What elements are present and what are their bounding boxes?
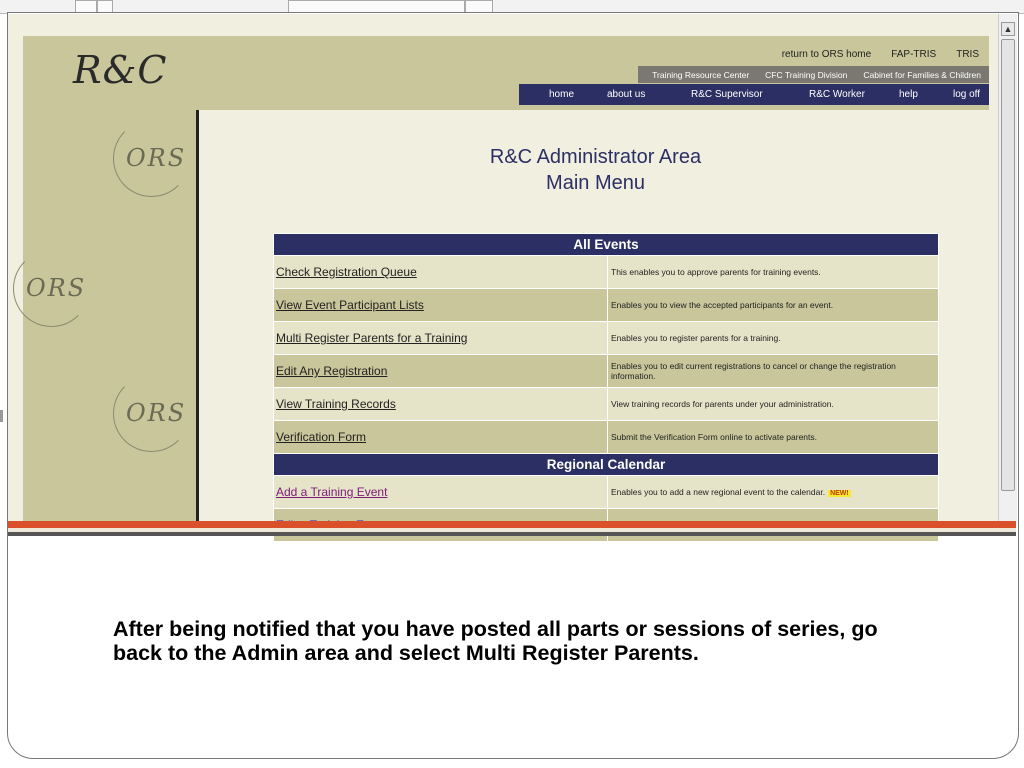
section-header-all-events: All Events [274, 234, 939, 256]
ors-watermark: ORS [126, 144, 187, 172]
link-view-event-participant-lists[interactable]: View Event Participant Lists [276, 298, 424, 312]
main-content [196, 110, 992, 521]
ors-watermark: ORS [26, 274, 87, 302]
table-row [274, 388, 939, 421]
link-cabinet-families[interactable]: Cabinet for Families & Children [863, 70, 981, 80]
nav-home[interactable]: home [549, 89, 575, 100]
row-description: Enables you to edit current registrations to cancel or change the registration information. [608, 355, 939, 388]
divider-line [8, 532, 1016, 536]
table-row [274, 289, 939, 322]
row-description: Enables you to register parents for a training. [608, 322, 939, 355]
link-multi-register-parents[interactable]: Multi Register Parents for a Training [276, 331, 468, 345]
row-description: View training records for parents under your administration. [608, 388, 939, 421]
table-row [274, 355, 939, 388]
top-links [772, 45, 989, 63]
link-tris[interactable]: TRIS [956, 49, 979, 60]
link-check-registration-queue[interactable]: Check Registration Queue [276, 265, 417, 279]
sub-links [638, 66, 989, 83]
slide-divider [8, 521, 1016, 536]
link-training-resource-center[interactable]: Training Resource Center [652, 70, 750, 80]
window-edge-marker [0, 410, 3, 422]
scroll-up-arrow[interactable]: ▲ [1001, 22, 1015, 36]
nav-rc-worker[interactable]: R&C Worker [809, 89, 865, 100]
row-description-text: Enables you to add a new regional event to the calendar. [611, 487, 826, 497]
row-description [608, 476, 939, 509]
section-header-regional-calendar: Regional Calendar [274, 454, 939, 476]
link-fap-tris[interactable]: FAP-TRIS [891, 49, 937, 60]
nav-help[interactable]: help [899, 89, 918, 100]
table-row [274, 476, 939, 509]
link-edit-any-registration[interactable]: Edit Any Registration [276, 364, 388, 378]
page-subtitle: Main Menu [546, 172, 645, 194]
link-return-ors-home[interactable]: return to ORS home [781, 49, 872, 60]
nav-about-us[interactable]: about us [607, 89, 646, 100]
accent-bar [8, 521, 1016, 528]
slide-caption: After being notified that you have posted all parts or sessions of series, go back to the Admin area and select Multi Register Parents. [113, 617, 878, 665]
scrollbar-thumb[interactable] [1001, 39, 1015, 491]
site-page [23, 36, 989, 521]
link-add-training-event[interactable]: Add a Training Event [276, 485, 388, 499]
link-verification-form[interactable]: Verification Form [276, 430, 367, 444]
admin-menu-table [273, 233, 939, 542]
table-row [274, 421, 939, 454]
link-view-training-records[interactable]: View Training Records [276, 397, 396, 411]
table-row [274, 256, 939, 289]
vertical-scrollbar[interactable] [998, 14, 1017, 521]
row-description: Enables you to view the accepted participants for an event. [608, 289, 939, 322]
page-title: R&C Administrator Area [489, 146, 702, 168]
nav-rc-supervisor[interactable]: R&C Supervisor [691, 89, 763, 100]
nav-log-off[interactable]: log off [953, 89, 981, 100]
row-description: This enables you to approve parents for training events. [608, 256, 939, 289]
browser-viewport [8, 14, 998, 521]
table-row [274, 322, 939, 355]
site-logo[interactable]: R&C [73, 48, 168, 92]
row-description: Submit the Verification Form online to activate parents. [608, 421, 939, 454]
link-cfc-training-division[interactable]: CFC Training Division [765, 70, 848, 80]
sidebar-decoration [23, 110, 196, 521]
main-nav [519, 84, 989, 105]
new-badge: NEW! [830, 490, 849, 497]
ors-watermark: ORS [126, 399, 187, 427]
